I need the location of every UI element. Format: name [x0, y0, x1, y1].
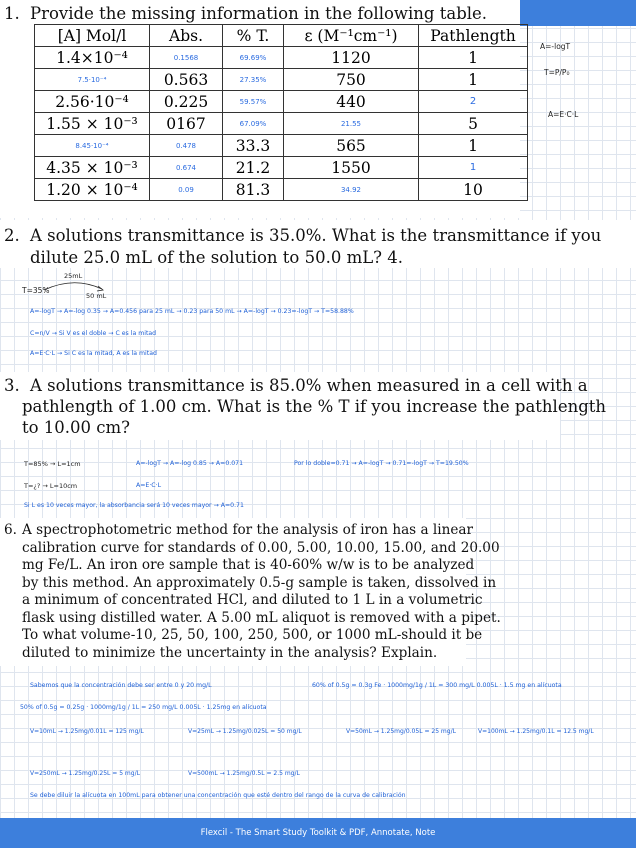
note-q3-b: A=-logT → A=-log 0.85 → A=0.071 [136, 460, 244, 467]
cell-handwritten: 21.55 [284, 113, 419, 135]
cell: 0167 [150, 113, 223, 135]
header-epsilon: ε (M⁻¹cm⁻¹) [284, 25, 419, 47]
q3-line3: to 10.00 cm? [22, 418, 131, 437]
table-row [35, 113, 528, 135]
cell: 1.4×10⁻⁴ [35, 47, 150, 69]
cell-handwritten: 67.09% [223, 113, 284, 135]
header-pathlength: Pathlength [419, 25, 528, 47]
note-q3-a: T=85% → L=1cm [24, 460, 81, 468]
note-q6-n3: 50% of 0.5g = 0.25g · 1000mg/1g / 1L = 250 mg/L 0.005L · 1.25mg en alícuota [20, 704, 267, 711]
page-corner-tab [520, 0, 636, 26]
cell: 1 [419, 47, 528, 69]
q1-table [34, 24, 528, 201]
header-concentration: [A] Mol/l [35, 25, 150, 47]
note-beer-lambert: A=E·C·L [548, 110, 579, 119]
note-q6-n9: V=500mL → 1.25mg/0.5L = 2.5 mg/L [188, 770, 300, 777]
cell: 1.20 × 10⁻⁴ [35, 179, 150, 201]
note-q2-line2: C=n/V → Si V es el doble → C es la mitad [30, 330, 157, 337]
note-q3-d: T=¿? → L=10cm [24, 482, 78, 490]
note-q2-line3: A=E·C·L → Si C es la mitad, A es la mitad [30, 350, 157, 357]
note-q6-n8: V=250mL → 1.25mg/0.25L = 5 mg/L [30, 770, 140, 777]
cell: 1 [419, 135, 528, 157]
cell: 440 [284, 91, 419, 113]
cell-handwritten: 27.35% [223, 69, 284, 91]
q1-number: 1. [4, 4, 20, 23]
cell: 81.3 [223, 179, 284, 201]
cell-handwritten: 1 [419, 157, 528, 179]
table-row [35, 69, 528, 91]
header-transmittance: % T. [223, 25, 284, 47]
cell-handwritten: 0.09 [150, 179, 223, 201]
cell: 2.56·10⁻⁴ [35, 91, 150, 113]
q6-prompt [4, 522, 473, 540]
note-q6-n5: V=25mL → 1.25mg/0.025L = 50 mg/L [188, 728, 302, 735]
q6-line: a minimum of concentrated HCl, and diluted to 1 L in a volumetric [22, 592, 483, 608]
q6-line: To what volume-10, 25, 50, 100, 250, 500, or 1000 mL-should it be [22, 627, 483, 643]
q6-number: 6. [4, 522, 17, 538]
note-q6-n10: Se debe diluir la alícuota en 100mL para obtener una concentración que esté dentro del rango de la curva de calibración [30, 792, 406, 799]
note-q6-n2: 60% of 0.5g = 0.3g Fe · 1000mg/1g / 1L = 300 mg/L 0.005L · 1.5 mg en alícuota [312, 682, 562, 689]
cell-handwritten: 7.5·10⁻⁴ [35, 69, 150, 91]
note-q2-line1: A=-logT → A=-log 0.35 → A=0.456 para 25 mL → 0.23 para 50 mL → A=-logT → 0.23=-logT → T=58.88% [30, 308, 354, 315]
note-q2-arrow-right: 50 mL [86, 292, 107, 300]
cell: 33.3 [223, 135, 284, 157]
q3-line1: A solutions transmittance is 85.0% when measured in a cell with a [30, 376, 588, 395]
note-q6-n1: Sabemos que la concentración debe ser entre 0 y 20 mg/L [30, 682, 212, 689]
note-q3-c: Por lo doble=0.71 → A=-logT → 0.71=-logT → T=19.50% [294, 460, 469, 467]
note-q6-n7: V=100mL → 1.25mg/0.1L = 12.5 mg/L [478, 728, 594, 735]
header-abs: Abs. [150, 25, 223, 47]
cell-handwritten: 0.478 [150, 135, 223, 157]
q3-number: 3. [4, 376, 20, 395]
cell: 0.563 [150, 69, 223, 91]
cell: 5 [419, 113, 528, 135]
q2-prompt [4, 226, 601, 246]
note-q3-f: Si L es 10 veces mayor, la absorbancia será 10 veces mayor → A=0.71 [24, 502, 244, 509]
note-q3-e: A=E·C·L [136, 482, 162, 489]
cell-handwritten: 8.45·10⁻⁴ [35, 135, 150, 157]
q6-line: flask using distilled water. A 5.00 mL aliquot is removed with a pipet. [22, 609, 501, 626]
q6-line: A spectrophotometric method for the analysis of iron has a linear [22, 522, 473, 538]
q6-line: by this method. An approximately 0.5-g sample is taken, dissolved in [22, 574, 497, 591]
table-row [35, 179, 528, 201]
table-header-row [35, 25, 528, 47]
q6-line: diluted to minimize the uncertainty in the analysis? Explain. [22, 644, 438, 661]
note-transmittance-formula: T=P/P₀ [544, 68, 570, 77]
q1-prompt [4, 4, 487, 24]
table-row [35, 91, 528, 113]
note-q2-t: T=35% [22, 286, 50, 295]
cell: 10 [419, 179, 528, 201]
cell-handwritten: 69.69% [223, 47, 284, 69]
cell: 1.55 × 10⁻³ [35, 113, 150, 135]
table-row [35, 47, 528, 69]
cell-handwritten: 59.57% [223, 91, 284, 113]
q1-text: Provide the missing information in the following table. [30, 4, 488, 23]
q2-number: 2. [4, 226, 20, 245]
cell: 1 [419, 69, 528, 91]
cell: 1120 [284, 47, 419, 69]
q2-line1: A solutions transmittance is 35.0%. What is the transmittance if you [30, 226, 602, 245]
note-q2-arrow-top: 25mL [64, 272, 83, 280]
cell-handwritten: 0.1568 [150, 47, 223, 69]
table-row [35, 157, 528, 179]
note-q6-n4: V=10mL → 1.25mg/0.01L = 125 mg/L [30, 728, 144, 735]
note-absorbance-formula: A=-logT [540, 42, 571, 51]
cell-handwritten: 2 [419, 91, 528, 113]
q6-line: calibration curve for standards of 0.00, 5.00, 10.00, 15.00, and 20.00 [22, 539, 500, 556]
q2-line2: dilute 25.0 mL of the solution to 50.0 mL? 4. [30, 248, 404, 267]
q6-line: mg Fe/L. An iron ore sample that is 40-60% w/w is to be analyzed [22, 557, 475, 573]
cell-handwritten: 0.674 [150, 157, 223, 179]
cell: 4.35 × 10⁻³ [35, 157, 150, 179]
note-q6-n6: V=50mL → 1.25mg/0.05L = 25 mg/L [346, 728, 456, 735]
cell: 565 [284, 135, 419, 157]
cell: 750 [284, 69, 419, 91]
cell: 21.2 [223, 157, 284, 179]
cell-handwritten: 34.92 [284, 179, 419, 201]
q3-line2: pathlength of 1.00 cm. What is the % T if you increase the pathlength [22, 397, 607, 416]
table-row [35, 135, 528, 157]
cell: 1550 [284, 157, 419, 179]
cell: 0.225 [150, 91, 223, 113]
app-footer-banner: Flexcil - The Smart Study Toolkit & PDF, Annotate, Note [0, 818, 636, 848]
q3-prompt [4, 376, 588, 396]
